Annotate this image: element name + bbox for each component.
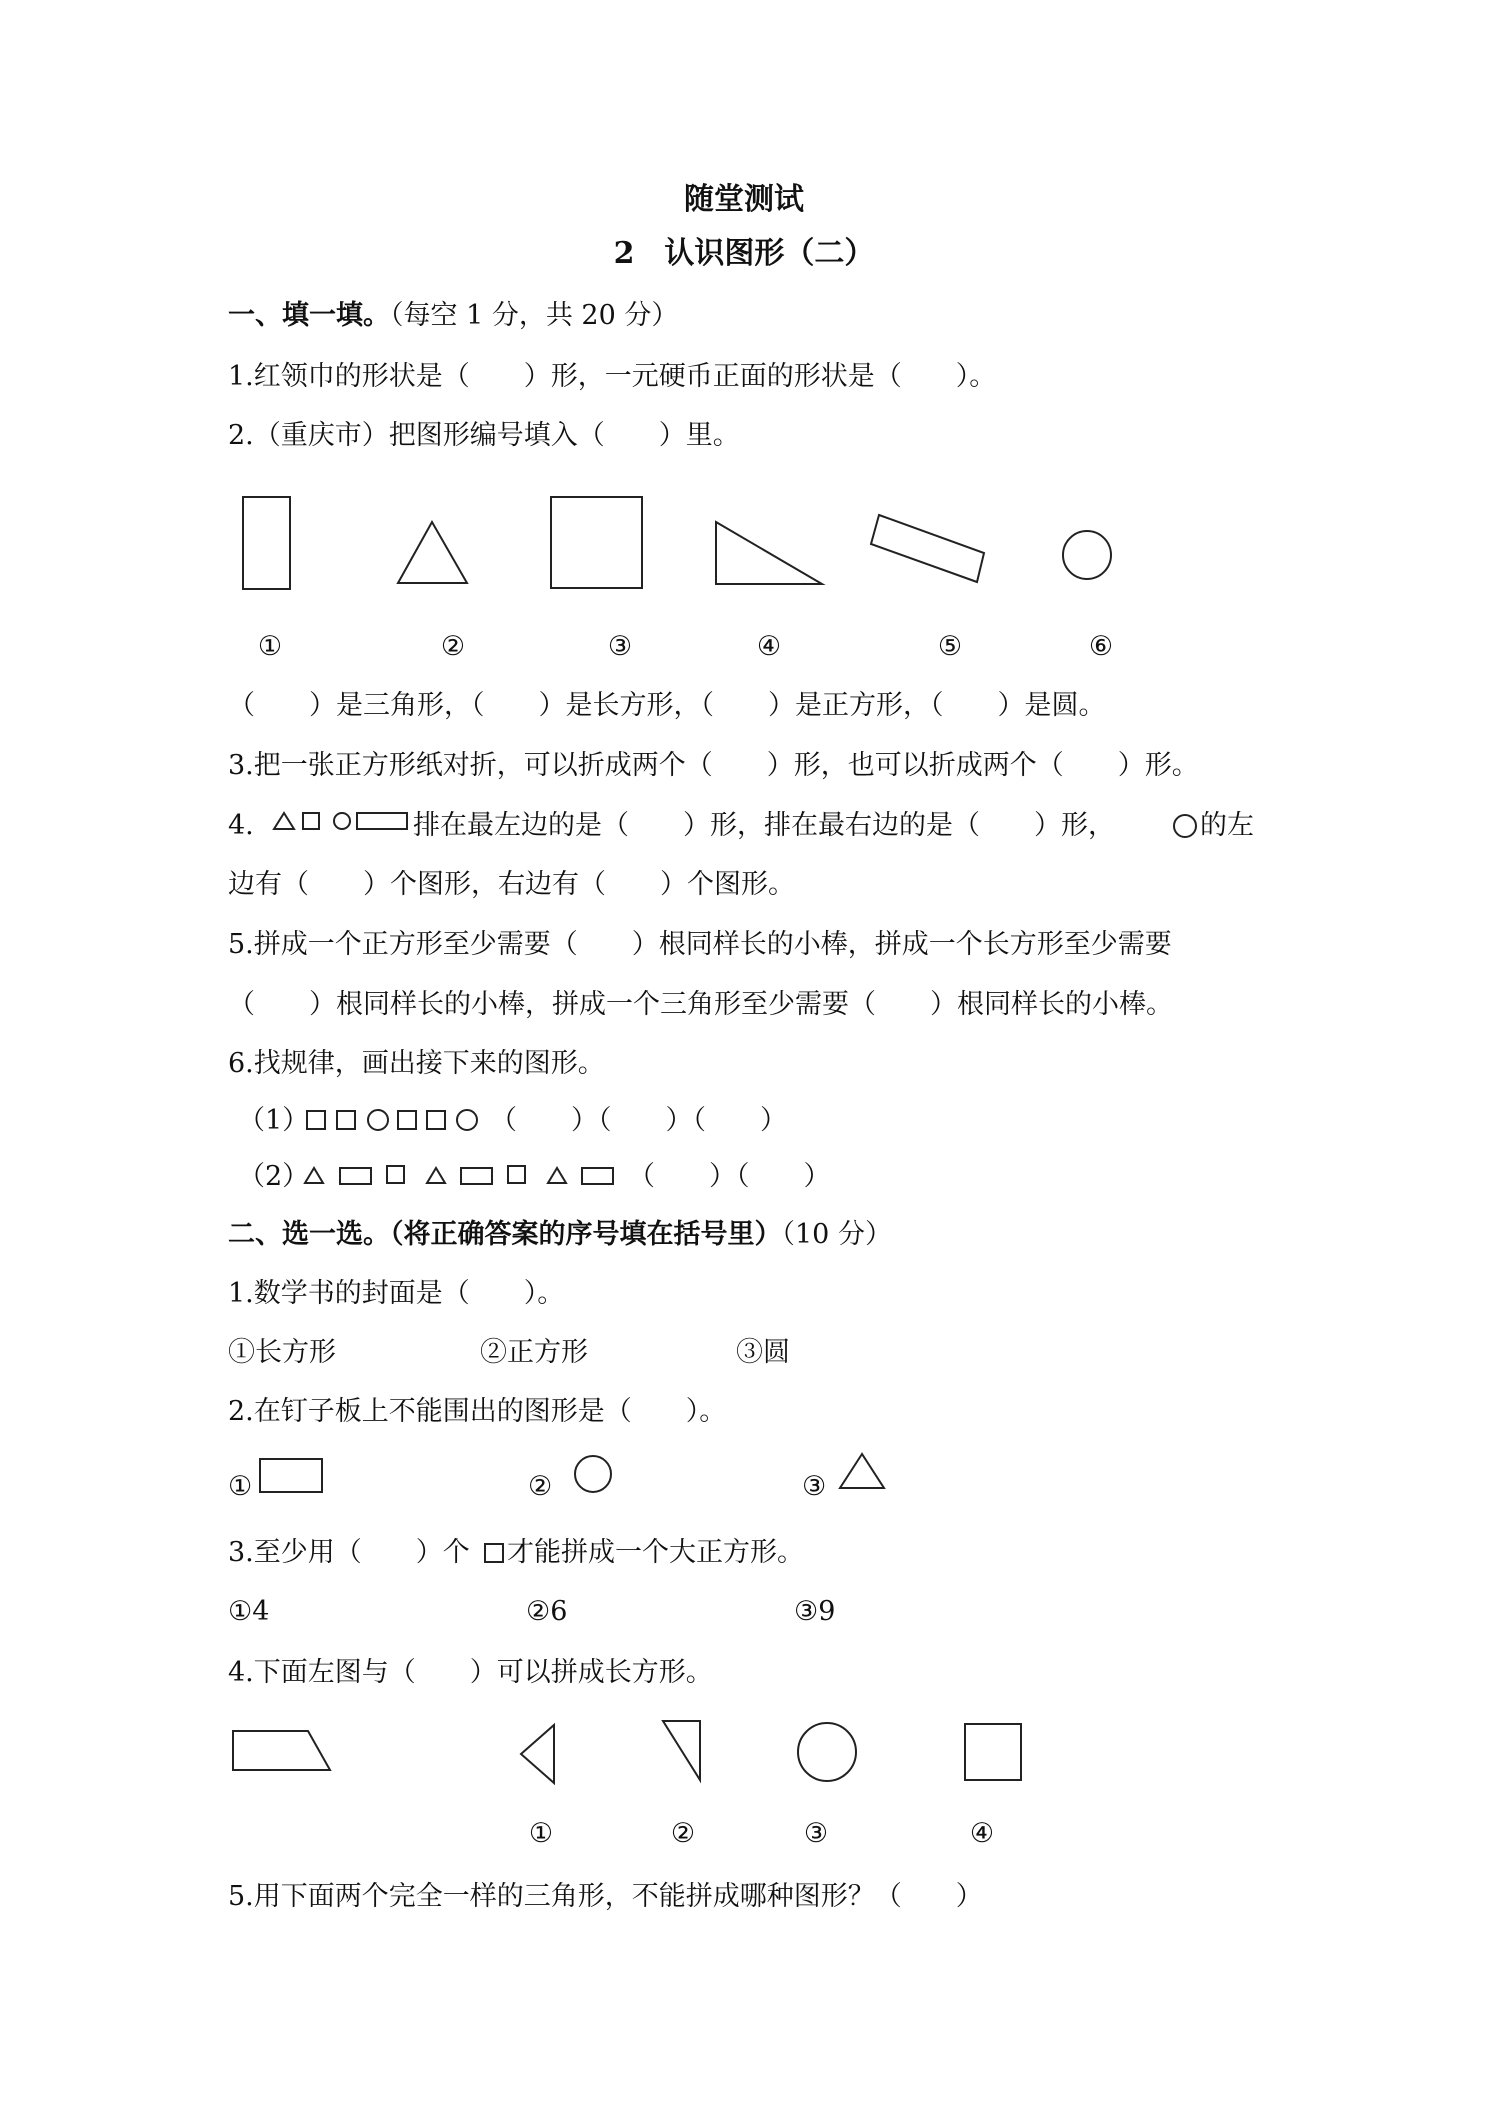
- s2-q4-label-1: ①: [528, 1818, 554, 1849]
- section-2-heading: 二、选一选。（将正确答案的序号填在括号里）: [228, 1219, 782, 1250]
- section-1-heading: 一、填一填。: [228, 300, 390, 331]
- s2-question-4: 4.下面左图与（ ）可以拼成长方形。: [228, 1657, 713, 1688]
- s1-question-4-number: 4.: [228, 810, 254, 841]
- s2-q3-option-3: ③9: [794, 1596, 836, 1627]
- s2-q3-option-1: ①4: [228, 1596, 270, 1627]
- s1-q2-label-4: ④: [756, 631, 782, 662]
- s1-question-4-line-a: 排在最左边的是（ ）形，排在最右边的是（ ）形，: [413, 810, 1115, 841]
- s1-question-1: 1.红领巾的形状是（ ）形，一元硬币正面的形状是（ ）。: [228, 361, 997, 392]
- s1-q6-1-number: （1）: [238, 1105, 310, 1136]
- left-triangle-shape: [521, 1725, 554, 1783]
- s1-q2-label-2: ②: [440, 631, 466, 662]
- s2-q4-label-2: ②: [670, 1818, 696, 1849]
- s1-q2-label-1: ①: [257, 631, 283, 662]
- s2-question-2: 2.在钉子板上不能围出的图形是（ ）。: [228, 1396, 727, 1427]
- s1-question-2: 2.（重庆市）把图形编号填入（ ）里。: [228, 420, 740, 451]
- s2-question-3-a: 3.至少用（ ）个: [228, 1537, 470, 1568]
- s1-question-3: 3.把一张正方形纸对折，可以折成两个（ ）形，也可以折成两个（ ）形。: [228, 750, 1199, 781]
- s2-q1-option-2: ②正方形: [480, 1337, 588, 1368]
- s2-q2-label-3: ③: [802, 1471, 827, 1502]
- page-title: 随堂测试: [684, 182, 804, 217]
- section-2-note: （10 分）: [781, 1219, 892, 1250]
- s1-q2-label-6: ⑥: [1088, 631, 1114, 662]
- s2-q1-option-1: ①长方形: [228, 1337, 336, 1368]
- section-1-note: （每空 1 分，共 20 分）: [390, 300, 679, 331]
- s2-question-1: 1.数学书的封面是（ ）。: [228, 1278, 565, 1309]
- s1-question-4-line-c: 边有（ ）个图形，右边有（ ）个图形。: [228, 869, 795, 900]
- s1-q2-label-5: ⑤: [937, 631, 963, 662]
- s2-q4-label-3: ③: [803, 1818, 829, 1849]
- s1-q6-2-number: （2）: [238, 1161, 310, 1192]
- trapezoid-shape: [233, 1731, 330, 1770]
- s2-q2-label-1: ①: [228, 1471, 253, 1502]
- s2-q4-label-4: ④: [969, 1818, 995, 1849]
- s1-question-2-answer: （ ）是三角形，（ ）是长方形，（ ）是正方形，（ ）是圆。: [228, 690, 1106, 721]
- s2-q3-option-2: ②6: [526, 1596, 568, 1627]
- option-square-shape: [965, 1724, 1021, 1780]
- right-angle-triangle-shape: [663, 1721, 700, 1780]
- s1-question-4-line-b: 的左: [1200, 810, 1254, 841]
- s2-question-5: 5.用下面两个完全一样的三角形，不能拼成哪种图形？（ ）: [228, 1881, 983, 1912]
- s1-q6-2-blanks: （ ）（ ）: [628, 1161, 831, 1192]
- s2-q2-label-2: ②: [528, 1471, 553, 1502]
- s2-q1-option-3: ③圆: [736, 1337, 790, 1368]
- s1-question-5-line-a: 5.拼成一个正方形至少需要（ ）根同样长的小棒，拼成一个长方形至少需要: [228, 929, 1172, 960]
- s1-q6-1-blanks: （ ）（ ）（ ）: [490, 1105, 787, 1136]
- s1-q2-label-3: ③: [607, 631, 633, 662]
- s1-question-5-line-b: （ ）根同样长的小棒，拼成一个三角形至少需要（ ）根同样长的小棒。: [228, 989, 1173, 1020]
- page-subtitle: 2 认识图形（二）: [613, 236, 875, 271]
- option-circle-shape: [798, 1723, 856, 1781]
- s2-question-3-b: 才能拼成一个大正方形。: [507, 1537, 804, 1568]
- s1-question-6: 6.找规律，画出接下来的图形。: [228, 1048, 605, 1079]
